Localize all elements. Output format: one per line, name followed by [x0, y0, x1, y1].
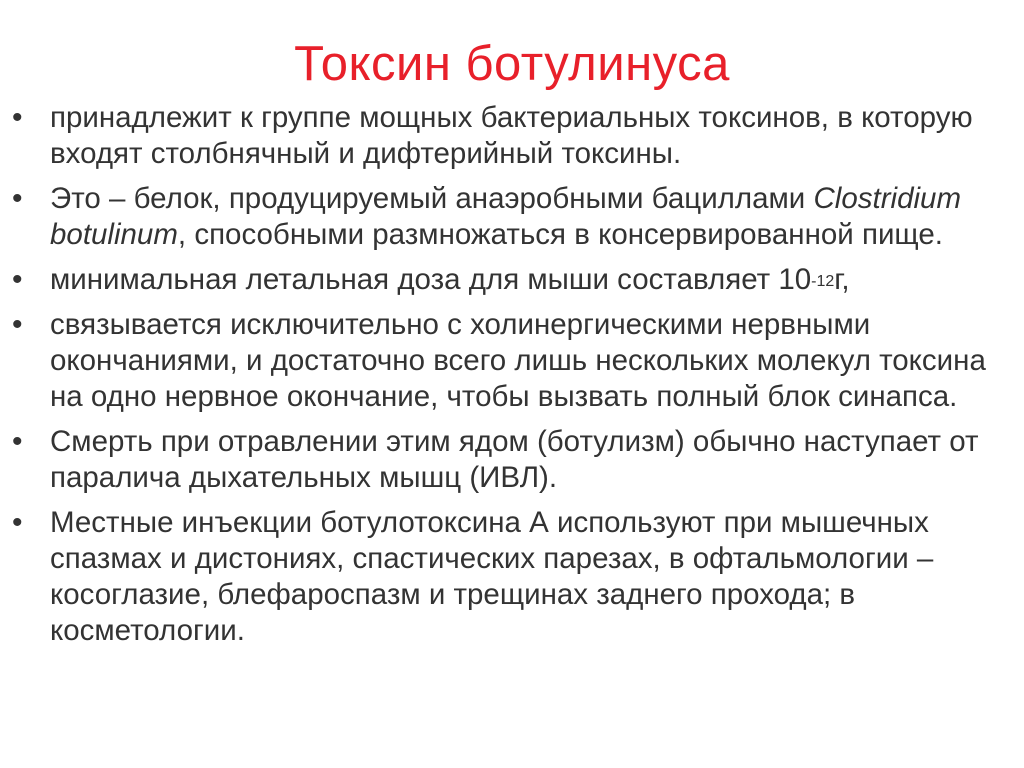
- bullet-dot-icon: •: [12, 425, 23, 458]
- bullet-dot-icon: •: [12, 308, 23, 341]
- bullet-dot-icon: •: [12, 182, 23, 215]
- bullet-item-5: [8, 424, 1008, 496]
- slide-title: Токсин ботулинуса: [294, 37, 730, 91]
- bullet-dot-icon: •: [12, 101, 23, 134]
- bullet-text-start: минимальная летальная доза для мыши составляет 10: [50, 263, 812, 296]
- bullet-item-2: [8, 181, 1008, 253]
- bullet-item-4: [8, 307, 1008, 415]
- bullet-text-end: г,: [834, 263, 850, 296]
- bullet-text: принадлежит к группе мощных бактериальных токсинов, в которую входят столбнячный и дифтерийный токсины.: [50, 101, 973, 170]
- species-name: Clostridium botulinum: [50, 182, 962, 251]
- bullet-text-start: Это – белок, продуцируемый анаэробными бациллами: [50, 182, 814, 215]
- bullet-item-1: [8, 100, 1008, 172]
- bullet-text-end: , способными размножаться в консервированной пище.: [177, 218, 943, 251]
- bullet-dot-icon: •: [12, 506, 23, 539]
- bullet-text: связывается исключительно с холинергическими нервными окончаниями, и достаточно всего лишь нескольких молекул токсина на одно нервное окончание, чтобы вызвать полный блок синапса.: [50, 308, 986, 413]
- bullet-item-3: [8, 262, 1008, 298]
- bullet-list: [8, 100, 1008, 658]
- exponent: -12: [811, 273, 835, 290]
- bullet-text: Местные инъекции ботулотоксина А используют при мышечных спазмах и дистониях, спастических парезах, в офтальмологии – косоглазие, блефароспазм и трещинах заднего прохода; в косметологии.: [50, 506, 934, 647]
- bullet-item-6: [8, 505, 1008, 649]
- bullet-text: Смерть при отравлении этим ядом (ботулизм) обычно наступает от паралича дыхательных мышц (ИВЛ).: [50, 425, 979, 494]
- bullet-dot-icon: •: [12, 263, 23, 296]
